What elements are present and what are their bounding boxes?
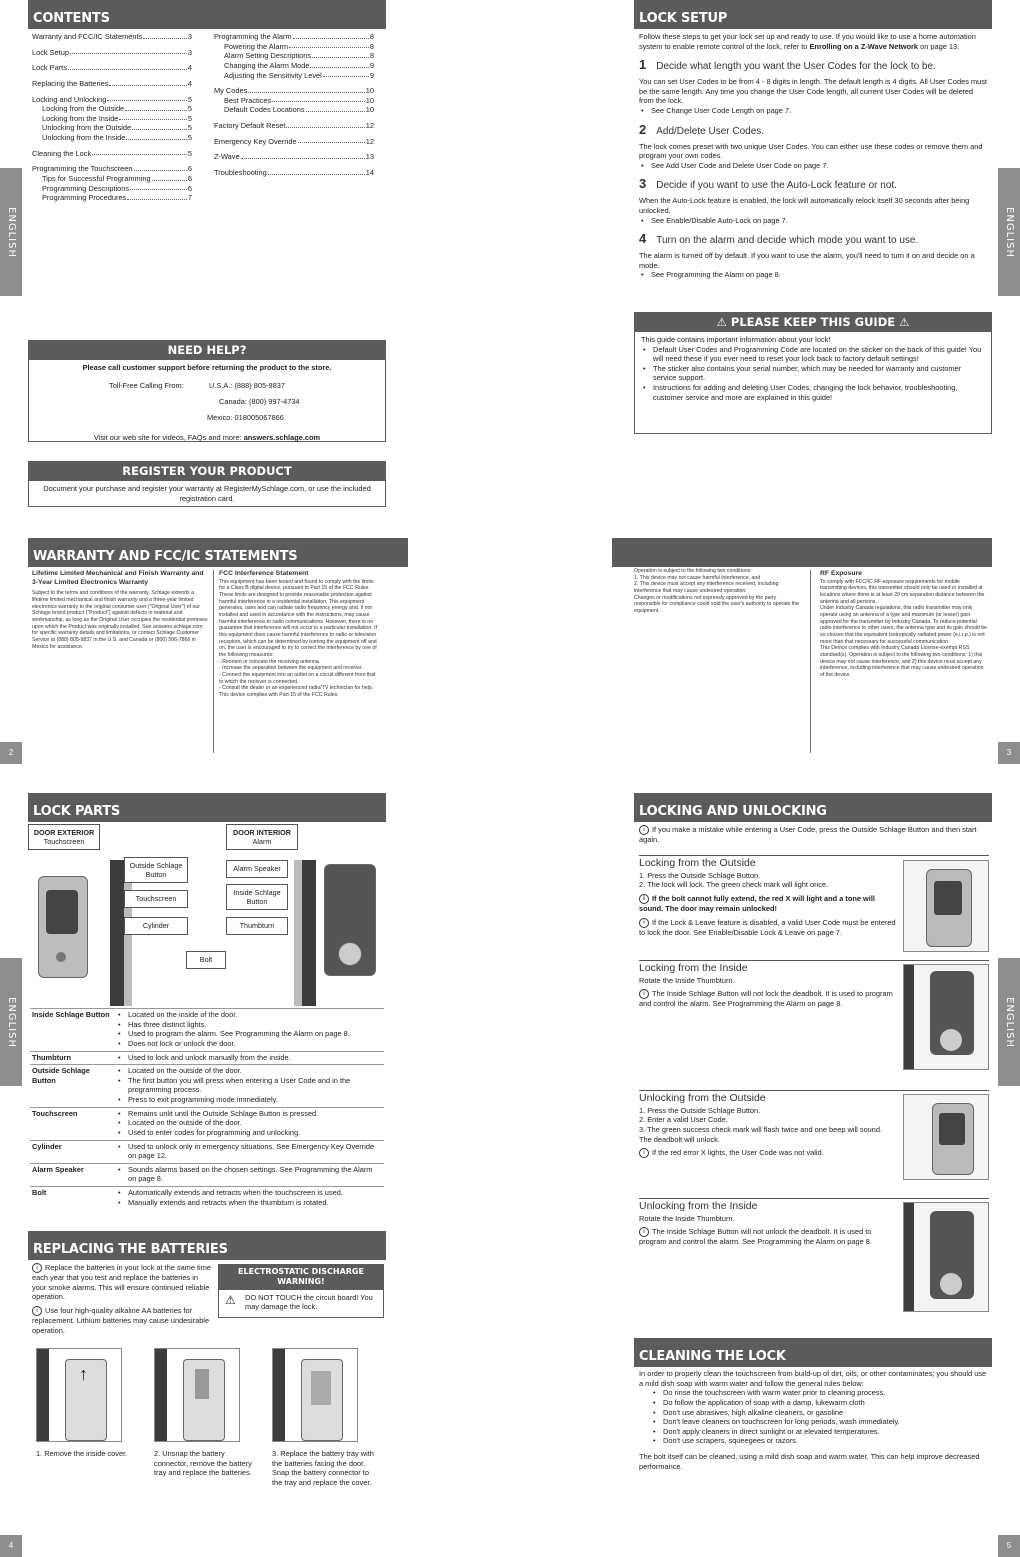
toc-entry-page: 6 xyxy=(187,164,192,174)
phone-canada[interactable]: Canada: (800) 997-4734 xyxy=(219,396,300,406)
toc-leader xyxy=(68,63,187,70)
op-item: 1. This device may not cause harmful interference, and xyxy=(634,574,761,581)
toc-entry-page: 8 xyxy=(369,32,374,41)
part-description xyxy=(114,1051,384,1065)
toc-entry-title: Locking and Unlocking xyxy=(32,94,107,104)
rf-title: RF Exposure xyxy=(820,570,862,577)
setup-step xyxy=(639,176,989,225)
register-box xyxy=(28,461,386,507)
battery-step-1-figure xyxy=(36,1348,122,1442)
toc-entry[interactable] xyxy=(214,42,374,52)
locking-inside-note: i The Inside Schlage Button will not lock the deadbolt. It is used to program and control the alarm. See Programming the Alarm on page 8. xyxy=(639,989,893,1009)
toc-entry-title: Default Codes Locations xyxy=(224,105,305,115)
part-name: Cylinder xyxy=(30,1140,114,1163)
cylinder-dot xyxy=(56,952,66,962)
toc-entry[interactable] xyxy=(214,152,374,162)
cleaning-outro: The bolt itself can be cleaned, using a mild dish soap and warm water. This can help improve decreased performance. xyxy=(639,1452,980,1471)
toc-entry-page: 12 xyxy=(365,121,374,130)
locking-outside-note: i If the Lock & Leave feature is disabled, a valid User Code must be entered to lock the door. See Enable/Disable Lock & Leave on page 7. xyxy=(639,917,896,937)
toc-entry-page: 10 xyxy=(365,105,374,115)
toc-leader xyxy=(125,104,187,111)
toc-entry[interactable] xyxy=(32,79,192,89)
warranty-col-1 xyxy=(32,570,210,650)
keep-guide-box xyxy=(634,312,992,434)
setup-step xyxy=(639,57,989,115)
toc-entry-title: Warranty and FCC/IC Statements xyxy=(32,32,143,41)
web-link[interactable]: answers.schlage.com xyxy=(243,432,321,442)
unlocking-outside-figure xyxy=(903,1094,989,1180)
toc-entry-page: 7 xyxy=(187,193,192,203)
page-number-4: 4 xyxy=(0,1535,22,1557)
info-icon: i xyxy=(639,918,649,928)
toc-entry-title: Factory Default Reset xyxy=(214,121,286,130)
info-icon: i xyxy=(32,1263,42,1273)
part-description xyxy=(114,1187,384,1210)
fcc-measure: - Consult the dealer or an experienced radio/TV technician for help. xyxy=(219,685,374,692)
toc-entry-page: 5 xyxy=(187,94,192,104)
toc-entry[interactable] xyxy=(32,32,192,42)
lock-parts-diagram xyxy=(28,824,386,1006)
toc-entry-title: Programming the Touchscreen xyxy=(32,164,133,174)
toc-col-1 xyxy=(32,32,192,203)
need-help-title: NEED HELP? xyxy=(29,341,385,360)
op-item: 2. This device must accept any interference received, including interference that may cause undesired operation. xyxy=(634,581,779,594)
side-tab-english-right: ENGLISH xyxy=(998,168,1020,296)
part-description xyxy=(114,1009,384,1052)
toc-entry[interactable] xyxy=(32,133,192,143)
info-icon: i xyxy=(639,894,649,904)
toc-leader xyxy=(134,164,187,171)
interior-door-frame xyxy=(294,860,302,1006)
callout-inside-button: Inside Schlage Button xyxy=(226,884,288,910)
part-bullet: • Sounds alarms based on the chosen settings. See Programming the Alarm on page 8. xyxy=(116,1165,382,1184)
part-name: Inside Schlage Button xyxy=(30,1009,114,1052)
toc-entry[interactable] xyxy=(214,71,374,81)
toc-leader xyxy=(70,48,187,55)
toc-entry[interactable] xyxy=(214,105,374,115)
exterior-door-edge xyxy=(110,860,124,1006)
fcc-title: FCC Interference Statement xyxy=(219,570,309,577)
part-name: Touchscreen xyxy=(30,1107,114,1140)
part-description xyxy=(114,1163,384,1186)
battery-step-3-figure xyxy=(272,1348,358,1442)
battery-notes xyxy=(32,1263,212,1335)
toc-entry-page: 4 xyxy=(187,63,192,73)
setup-step-text: The lock comes preset with two unique User Codes. You can either use these codes or remove them and program your own codes. xyxy=(639,141,983,161)
setup-step-see: • See Programming the Alarm on page 8. xyxy=(639,270,989,280)
toc-entry[interactable] xyxy=(214,96,374,106)
toc-leader xyxy=(298,137,365,144)
unlocking-outside-title: Unlocking from the Outside xyxy=(639,1090,989,1106)
page-number-5: 5 xyxy=(998,1535,1020,1557)
toc-entry-title: Powering the Alarm xyxy=(224,41,289,51)
toc-entry-page: 8 xyxy=(369,51,374,61)
callout-outside-button: Outside Schlage Button xyxy=(124,857,188,883)
table-row xyxy=(30,1065,384,1108)
setup-step-title xyxy=(639,57,989,74)
toc-entry-title: Lock Parts xyxy=(32,63,67,73)
setup-step-see: • See Change User Code Length on page 7. xyxy=(639,106,989,116)
cleaning-item: • Don't leave cleaners on touchscreen for long periods, wash immediately. xyxy=(651,1417,987,1427)
toc-entry-page: 6 xyxy=(187,183,192,193)
web-line: Visit our web site for videos, FAQs and more: answers.schlage.com xyxy=(93,432,321,442)
toc-leader xyxy=(248,86,364,93)
keep-guide-item: • Instructions for adding and deleting User Codes, changing the lock behavior, troubleshooting, customer service and more are explained in this guide! xyxy=(641,383,985,402)
battery-step-2-text: 2. Unsnap the battery connector, remove the battery tray and replace the batteries. xyxy=(154,1449,252,1478)
setup-step-heading: Decide what length you want the User Codes for the lock to be. xyxy=(656,61,936,73)
battery-step-1-text: 1. Remove the inside cover. xyxy=(36,1449,128,1458)
op-text: Operation is subject to the following two conditions: xyxy=(634,568,752,574)
part-bullet: • The first button you will press when entering a User Code and in the programming process. xyxy=(116,1076,382,1095)
table-row xyxy=(30,1051,384,1065)
toc-entry[interactable] xyxy=(32,149,192,159)
door-exterior-label: DOOR EXTERIOR Touchscreen xyxy=(28,824,100,850)
warranty-col-2 xyxy=(219,570,381,699)
part-name: Alarm Speaker xyxy=(30,1163,114,1186)
toc-leader xyxy=(286,121,364,128)
setup-step-number: 2 xyxy=(639,121,647,137)
toc-entry[interactable] xyxy=(32,184,192,194)
fcc-measure: - Connect the equipment into an outlet on a circuit different from that to which the receiver is connected. xyxy=(219,671,376,685)
unlocking-inside-text: Rotate the Inside Thumbturn. xyxy=(639,1213,735,1223)
toc-entry-title: Changing the Alarm Mode xyxy=(224,60,310,70)
toc-leader xyxy=(268,168,365,175)
part-name: Outside Schlage Button xyxy=(30,1065,114,1108)
toc-leader xyxy=(127,193,187,200)
locking-mistake: i If you make a mistake while entering a User Code, press the Outside Schlage Button and then start again. xyxy=(639,825,977,845)
fcc-measure: - Increase the separation between the equipment and receiver. xyxy=(219,665,363,672)
toc-entry-title: Locking from the Inside xyxy=(42,113,119,123)
toc-entry-title: Lock Setup xyxy=(32,47,69,57)
phone-usa[interactable]: U.S.A.: (888) 805-9837 xyxy=(209,380,286,390)
setup-step-text: You can set User Codes to be from 4 - 8 digits in length. The default length is 4 digits. All User Codes must be the same length. Any time you change the User Code length, all current User Codes will be deleted from the lock. xyxy=(639,77,987,106)
thumbturn-knob xyxy=(338,942,362,966)
unlocking-outside-note: i If the red error X lights, the User Code was not valid. xyxy=(639,1148,894,1158)
part-name: Bolt xyxy=(30,1187,114,1210)
unlocking-inside-note: i The Inside Schlage Button will not unlock the deadbolt. It is used to program and control the alarm. See Programming the Alarm on page 8. xyxy=(639,1227,872,1247)
warranty-title-bar-right xyxy=(612,538,992,567)
toc-entry-title: Locking from the Outside xyxy=(42,104,125,114)
fcc-measure: - Reorient or relocate the receiving antenna. xyxy=(219,658,321,665)
battery-step-2-figure xyxy=(154,1348,240,1442)
part-bullet: • Manually extends and retracts when the thumbturn is rotated. xyxy=(116,1198,382,1208)
warranty-col-4 xyxy=(820,570,988,679)
cleaning-item: • Don't use abrasives, high alkaline cleaners, or gasoline xyxy=(651,1408,987,1418)
info-icon: i xyxy=(639,825,649,835)
toc-entry-page: 5 xyxy=(187,123,192,133)
side-tab-english-2: ENGLISH xyxy=(0,958,22,1086)
lock-setup-intro: Follow these steps to get your lock set up and ready to use. If you would like to use a home automation system to enable remote control of the lock, refer to Enrolling on a Z-Wave Network on page 13. xyxy=(639,32,976,51)
toc-entry[interactable] xyxy=(214,121,374,131)
unlocking-inside-title: Unlocking from the Inside xyxy=(639,1198,989,1214)
register-title: REGISTER YOUR PRODUCT xyxy=(29,462,385,481)
locking-title: LOCKING AND UNLOCKING xyxy=(634,793,992,822)
toc-entry-page: 5 xyxy=(187,104,192,114)
fcc-end: This device complies with Part 15 of the FCC Rules. xyxy=(219,691,339,698)
toc-entry-title: Replacing the Batteries xyxy=(32,78,109,88)
toc-leader xyxy=(107,95,187,102)
esd-warning-box xyxy=(218,1264,384,1318)
need-help-box xyxy=(28,340,386,442)
cleaning-body xyxy=(639,1369,987,1471)
list-item: 2. Enter a valid User Code. xyxy=(639,1115,728,1125)
callout-thumbturn: Thumbturn xyxy=(226,917,288,935)
toc-entry-page: 3 xyxy=(187,47,192,57)
toc-entry-title: My Codes xyxy=(214,86,248,96)
toc-entry-page: 9 xyxy=(369,60,374,70)
setup-step-title xyxy=(639,231,989,248)
toc-entry[interactable] xyxy=(32,193,192,203)
callout-cylinder: Cylinder xyxy=(124,917,188,935)
setup-step xyxy=(639,231,989,280)
toc-entry-page: 13 xyxy=(365,152,374,162)
toc-entry[interactable] xyxy=(214,32,374,42)
toc-leader xyxy=(289,42,369,49)
toc-entry-title: Adjusting the Sensitivity Level xyxy=(224,70,322,80)
table-row xyxy=(30,1163,384,1186)
toc-entry-page: 4 xyxy=(187,78,192,88)
part-bullet: • Located on the inside of the door. xyxy=(116,1010,382,1020)
list-item: 2. The lock will lock. The green check mark will light once. xyxy=(639,880,829,890)
locking-inside-title: Locking from the Inside xyxy=(639,960,989,976)
contents-title: CONTENTS xyxy=(28,0,386,29)
part-bullet: • Automatically extends and retracts when the touchscreen is used. xyxy=(116,1188,382,1198)
setup-step-see: • See Enable/Disable Auto-Lock on page 7. xyxy=(639,216,989,226)
table-row xyxy=(30,1107,384,1140)
setup-step-heading: Add/Delete User Codes. xyxy=(656,125,765,137)
warning-icon: ⚠ xyxy=(225,1292,236,1307)
batteries-title: REPLACING THE BATTERIES xyxy=(28,1231,386,1260)
callout-touchscreen: Touchscreen xyxy=(124,890,188,908)
side-tab-english: ENGLISH xyxy=(0,168,22,296)
callout-bolt: Bolt xyxy=(186,951,226,969)
esd-title: ELECTROSTATIC DISCHARGE WARNING! xyxy=(219,1265,383,1290)
keep-guide-item: • The sticker also contains your serial number, which may be needed for warranty and customer service support. xyxy=(641,364,985,383)
toc-entry-title: Alarm Setting Descriptions xyxy=(224,51,312,61)
side-tab-english-3: ENGLISH xyxy=(998,958,1020,1086)
part-bullet: • Has three distinct lights. xyxy=(116,1020,382,1030)
setup-step-title xyxy=(639,122,989,139)
part-bullet: • Located on the outside of the door. xyxy=(116,1118,382,1128)
toc-entry[interactable] xyxy=(32,174,192,184)
part-description xyxy=(114,1107,384,1140)
part-bullet: • Located on the outside of the door. xyxy=(116,1066,382,1076)
toc-entry-page: 10 xyxy=(365,95,374,105)
toc-entry-title: Unlocking from the Outside xyxy=(42,123,132,133)
ic-text: Under Industry Canada regulations, this radio transmitter may only operate using an antenna of a type and maximum (or lesser) gain approved for the transmitter by Industry Canada. To reduce potential radio interference to other users, the antenna type and its gain should be so chosen that the equivalent isotropically radiated power (e.i.r.p.) is not more than that necessary for successful communication. xyxy=(820,605,987,645)
toc-leader xyxy=(152,174,187,181)
part-bullet: • Used to unlock only in emergency situations. See Emergency Key Override on page 12. xyxy=(116,1142,382,1161)
toc-entry-page: 8 xyxy=(369,41,374,51)
toc-leader xyxy=(92,149,187,156)
toc-leader xyxy=(130,184,187,191)
cleaning-intro: In order to properly clean the touchscreen from build-up of dirt, oils, or other contaminates; you should use a mild dish soap with warm water and follow the general rules below: xyxy=(639,1369,987,1388)
table-row xyxy=(30,1140,384,1163)
need-help-lead: Please call customer support before returning the product to the store. xyxy=(82,362,332,372)
toc-entry[interactable] xyxy=(32,63,192,73)
toc-leader xyxy=(126,133,186,140)
setup-step-number: 3 xyxy=(639,176,647,192)
register-text: Document your purchase and register your warranty at RegisterMySchlage.com, or use the included registration card. xyxy=(43,483,371,503)
touchscreen-panel xyxy=(46,890,78,934)
keep-guide-intro: This guide contains important information about your lock! xyxy=(641,334,831,344)
interior-door-edge xyxy=(302,860,316,1006)
list-item: 1. Press the Outside Schlage Button. xyxy=(639,870,761,880)
callout-alarm-speaker: Alarm Speaker xyxy=(226,860,288,878)
toc-entry[interactable] xyxy=(32,95,192,105)
toc-entry-page: 5 xyxy=(187,148,192,158)
toc-entry[interactable] xyxy=(32,114,192,124)
cleaning-item: • Do rinse the touchscreen with warm water prior to cleaning process. xyxy=(651,1388,987,1398)
unlocking-inside-figure xyxy=(903,1202,989,1312)
arrow-up-icon: ↑ xyxy=(79,1364,88,1384)
phone-mexico[interactable]: Mexico: 018005067866 xyxy=(207,412,284,422)
toc-entry[interactable] xyxy=(214,137,374,147)
toc-entry-page: 6 xyxy=(187,173,192,183)
toc-entry[interactable] xyxy=(214,61,374,71)
toc-entry[interactable] xyxy=(214,86,374,96)
info-icon: i xyxy=(639,1148,649,1158)
setup-step-heading: Decide if you want to use the Auto-Lock feature or not. xyxy=(656,180,897,192)
cleaning-item: • Do follow the application of soap with a damp, lukewarm cloth xyxy=(651,1398,987,1408)
toc-entry-title: Troubleshooting xyxy=(214,167,267,177)
changes-text: Changes or modifications not expressly approved by the party responsible for compliance could void the user's authority to operate the equipment. xyxy=(634,594,800,614)
lock-setup-title: LOCK SETUP xyxy=(634,0,992,29)
lock-parts-title: LOCK PARTS xyxy=(28,793,386,822)
toc-leader xyxy=(323,71,369,78)
page-number-2: 2 xyxy=(0,742,22,764)
toc-entry[interactable] xyxy=(214,51,374,61)
toc-entry-title: Tips for Successful Programming xyxy=(42,173,151,183)
battery-step-3-text: 3. Replace the battery tray with the batteries facing the door. Snap the battery connector to the tray and replace the cover. xyxy=(272,1449,374,1487)
part-bullet: • Used to enter codes for programming and unlocking. xyxy=(116,1128,382,1138)
warranty-divider-2 xyxy=(810,570,811,753)
toc-entry-page: 10 xyxy=(365,86,374,96)
toc-entry-title: Unlocking from the Inside xyxy=(42,133,126,142)
toc-entry[interactable] xyxy=(32,123,192,133)
setup-step-text: The alarm is turned off by default. If you want to use the alarm, you'll need to turn it on and decide on a mode. xyxy=(639,251,975,270)
setup-step-number: 1 xyxy=(639,57,647,73)
setup-step-heading: Turn on the alarm and decide which mode you want to use. xyxy=(656,235,919,247)
table-row xyxy=(30,1009,384,1052)
warranty-col-3 xyxy=(634,568,804,615)
lifetime-title: Lifetime Limited Mechanical and Finish Warranty and 3-Year Limited Electronics Warranty xyxy=(32,570,204,586)
toc-entry-page: 3 xyxy=(187,32,192,41)
toc-entry-title: Programming Procedures xyxy=(42,193,127,203)
lock-setup-body xyxy=(639,32,989,280)
warranty-title: WARRANTY AND FCC/IC STATEMENTS xyxy=(28,538,408,567)
toc-entry[interactable] xyxy=(32,48,192,58)
locking-inside-figure xyxy=(903,964,989,1070)
toc-entry[interactable] xyxy=(214,168,374,178)
lifetime-text: Subject to the terms and conditions of the warranty, Schlage extends a lifetime limited mechanical and finish warranty and a three-year limited electronics warranty to the original consumer user ("Original User") of our Schlage brand product ("Product") against defects in material and workmanship, as long as the Original User occupies the residential premises upon which the Product was originally installed. See answers.schlage.com for specific warranty details and limitations, or contact Schlage Customer Service at (888) 805-9837 in the U.S. and Canada or (800) 506-7866 in Mexico for assistance. xyxy=(32,590,208,650)
list-item: 3. The green success check mark will flash twice and one beep will sound. The deadbolt will unlock. xyxy=(639,1124,883,1144)
lock-parts-table xyxy=(30,1008,384,1209)
toc-leader xyxy=(132,123,187,130)
part-bullet: • Remains unlit until the Outside Schlage Button is pressed. xyxy=(116,1109,382,1119)
part-name: Thumbturn xyxy=(30,1051,114,1065)
toc-leader xyxy=(306,105,365,112)
toc-entry[interactable] xyxy=(32,164,192,174)
toc-entry[interactable] xyxy=(32,104,192,114)
part-bullet: • Does not lock or unlock the door. xyxy=(116,1039,382,1049)
setup-step-number: 4 xyxy=(639,231,647,247)
warranty-divider xyxy=(213,570,214,753)
part-description xyxy=(114,1140,384,1163)
toc-entry-title: Best Practices xyxy=(224,95,272,105)
toc-entry-page: 5 xyxy=(187,133,192,142)
fcc-text: This equipment has been tested and found to comply with the limits for a Class B digital device, pursuant to Part 15 of the FCC Rules. These limits are designed to provide reasonable protection against harmful interference in a residential installation. This equipment generates, uses and can radiate radio frequency energy and, if not installed and used in accordance with the instructions, may cause harmful interference to radio communications. However, there is no guarantee that interference will not occur in a particular installation. If this equipment does cause harmful interference to radio or television reception, which can be determined by turning the equipment off and on, the user is encouraged to try to correct the interference by one of the following measures: xyxy=(219,578,378,658)
info-icon: i xyxy=(32,1306,42,1316)
toc-leader xyxy=(241,152,365,159)
keep-guide-item: • Default User Codes and Programming Code are located on the sticker on the back of this guide! You will need these if you ever need to reset your lock back to factory default settings! xyxy=(641,345,985,364)
esd-text: ⚠ DO NOT TOUCH the circuit board! You may damage the lock. xyxy=(225,1292,373,1312)
toc-leader xyxy=(312,51,369,58)
toc-leader xyxy=(293,32,369,39)
toc-entry-title: Cleaning the Lock xyxy=(32,148,92,158)
setup-step-see: • See Add User Code and Delete User Code on page 7. xyxy=(639,161,989,171)
toc-leader xyxy=(143,32,187,39)
list-item: 1. Press the Outside Schlage Button. xyxy=(639,1105,761,1115)
cleaning-title: CLEANING THE LOCK xyxy=(634,1338,992,1367)
toc-entry-title: Programming the Alarm xyxy=(214,32,292,41)
locking-inside-text: Rotate the Inside Thumbturn. xyxy=(639,975,735,985)
door-interior-label: DOOR INTERIOR Alarm xyxy=(226,824,298,850)
toc-entry-page: 5 xyxy=(187,113,192,123)
part-bullet: • Used to lock and unlock manually from the inside. xyxy=(116,1053,382,1063)
setup-step-title xyxy=(639,176,989,193)
page-number-3: 3 xyxy=(998,742,1020,764)
locking-outside-title: Locking from the Outside xyxy=(639,855,989,871)
part-description xyxy=(114,1065,384,1108)
part-bullet: • Press to exit programming mode immediately. xyxy=(116,1095,382,1105)
info-icon: i xyxy=(639,989,649,999)
toc-entry-page: 14 xyxy=(365,167,374,177)
part-bullet: • Used to program the alarm. See Programming the Alarm on page 8. xyxy=(116,1029,382,1039)
toc-col-2 xyxy=(214,32,374,178)
battery-note-1: i Replace the batteries in your lock at the same time each year that you test and replace the batteries in your smoke alarms. This will ensure continued reliable operation. xyxy=(32,1263,211,1302)
toc-entry-title: Z-Wave xyxy=(214,152,240,162)
toc-entry-page: 12 xyxy=(365,136,374,146)
locking-outside-figure xyxy=(903,860,989,952)
rf-text: To comply with FCC/IC RF exposure requirements for mobile transmitting devices, this transmitter should only be used or installed at locations where there is at least 20 cm separation distance between the antenna and all persons. xyxy=(820,578,985,605)
toc-entry-page: 9 xyxy=(369,70,374,80)
ic-text-2: This Device complies with Industry Canada License-exempt RSS standard(s). Operation is subject to the following two conditions: 1) this device may not cause interference, and 2) this device must accept any interference, including interference that may cause undesired operation of the device. xyxy=(820,645,984,678)
setup-step-text: When the Auto-Lock feature is enabled, the lock will automatically relock itself 30 seconds after being unlocked. xyxy=(639,196,970,215)
toc-entry-title: Programming Descriptions xyxy=(42,183,130,193)
table-row xyxy=(30,1187,384,1210)
battery-note-2: i Use four high-quality alkaline AA batteries for replacement. Lithium batteries may cause undesirable operation. xyxy=(32,1305,210,1335)
toc-leader xyxy=(310,61,368,68)
toll-label: Toll-Free Calling From: xyxy=(109,380,184,390)
keep-guide-title: ⚠ PLEASE KEEP THIS GUIDE ⚠ xyxy=(635,313,991,332)
cleaning-item: • Don't apply cleaners in direct sunlight or at elevated temperatures. xyxy=(651,1427,987,1437)
setup-step xyxy=(639,122,989,171)
cleaning-item: • Don't use scrapers, squeegees or razors. xyxy=(651,1436,987,1446)
toc-entry-title: Emergency Key Override xyxy=(214,136,297,146)
toc-leader xyxy=(119,114,186,121)
toc-leader xyxy=(109,79,186,86)
locking-outside-warning: i If the bolt cannot fully extend, the red X will light and a tone will sound. The door may remain unlocked! xyxy=(639,893,875,913)
info-icon: i xyxy=(639,1227,649,1237)
toc-leader xyxy=(272,96,365,103)
